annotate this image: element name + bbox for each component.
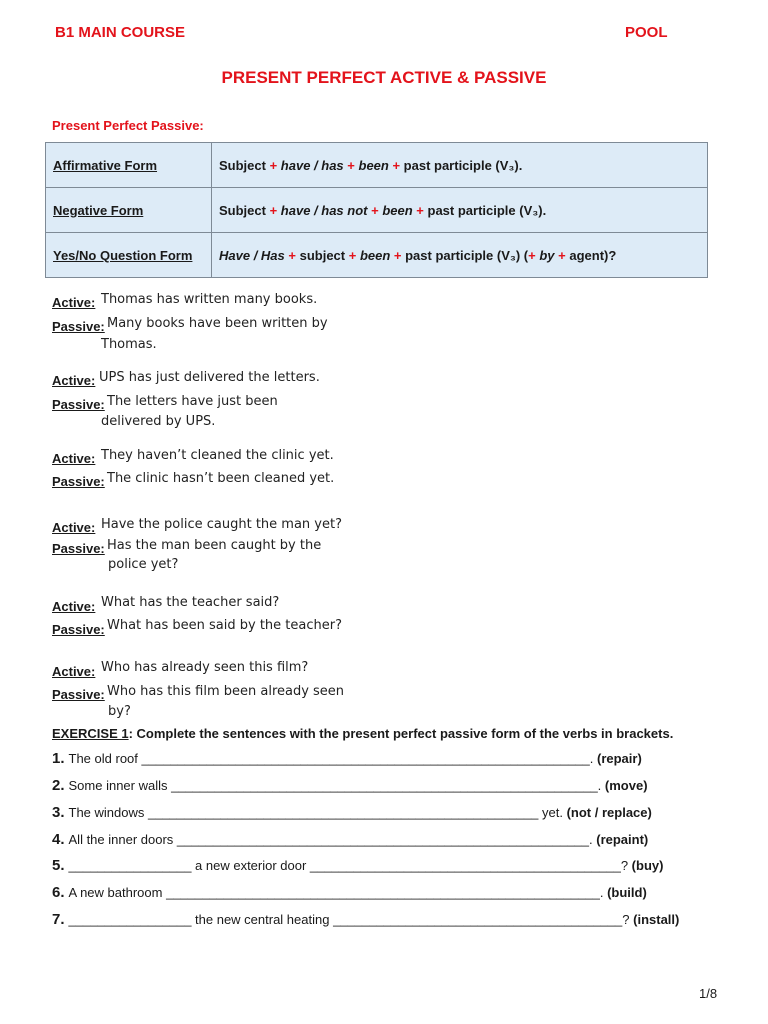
active-label: Active: bbox=[52, 599, 96, 614]
passive-label: Passive: bbox=[52, 397, 105, 412]
passive-label: Passive: bbox=[52, 541, 105, 556]
item-text: _________________ a new exterior door ___________________________________________? bbox=[68, 858, 629, 873]
page-number: 1/8 bbox=[699, 986, 718, 1001]
item-hint: (build) bbox=[603, 885, 647, 900]
item-text: A new bathroom ____________________________________________________________. bbox=[68, 885, 604, 900]
item-hint: (not / replace) bbox=[562, 805, 652, 820]
item-number: 2. bbox=[52, 777, 65, 794]
course-label: B1 MAIN COURSE bbox=[55, 24, 186, 41]
formula-part: past participle (V₃). bbox=[427, 202, 547, 218]
formula-operator: + bbox=[269, 157, 281, 173]
passive-sentence-cont: delivered by UPS. bbox=[101, 414, 216, 429]
active-sentence: Have the police caught the man yet? bbox=[101, 517, 342, 532]
item-text: Some inner walls ___________________________________________________________. bbox=[68, 778, 602, 793]
form-formula bbox=[212, 233, 708, 278]
formula-operator: + bbox=[269, 202, 281, 218]
passive-sentence: Many books have been written by bbox=[107, 316, 328, 331]
table-row bbox=[46, 143, 708, 188]
form-label: Negative Form bbox=[46, 188, 212, 233]
item-text: All the inner doors _________________________________________________________. bbox=[68, 832, 593, 847]
pool-label: POOL bbox=[625, 24, 668, 41]
item-text: _________________ the new central heating ________________________________________? bbox=[68, 912, 630, 927]
active-label: Active: bbox=[52, 295, 96, 310]
active-label: Active: bbox=[52, 520, 96, 535]
item-hint: (repair) bbox=[593, 751, 642, 766]
formula-part: past participle (V₃). bbox=[403, 157, 523, 173]
exercise-item bbox=[52, 750, 642, 767]
passive-sentence: What has been said by the teacher? bbox=[107, 618, 342, 633]
passive-sentence: Has the man been caught by the bbox=[107, 538, 322, 553]
formula-part: been bbox=[358, 157, 389, 173]
formula-operator: + bbox=[388, 157, 404, 173]
item-hint: (buy) bbox=[628, 858, 664, 873]
exercise-item bbox=[52, 831, 648, 848]
item-number: 1. bbox=[52, 750, 65, 767]
passive-sentence-cont: police yet? bbox=[108, 557, 179, 572]
table-row bbox=[46, 233, 708, 278]
item-number: 7. bbox=[52, 911, 65, 928]
formula-operator: + bbox=[284, 247, 300, 263]
item-number: 5. bbox=[52, 857, 65, 874]
passive-sentence: Who has this film been already seen bbox=[107, 684, 345, 699]
forms-table bbox=[45, 142, 708, 278]
formula-part: past participle (V₃) ( bbox=[405, 247, 529, 263]
item-hint: (install) bbox=[629, 912, 680, 927]
formula-operator: + bbox=[412, 202, 428, 218]
exercise-instruction: : Complete the sentences with the present perfect passive form of the verbs in brackets. bbox=[128, 726, 674, 741]
exercise-item bbox=[52, 777, 648, 794]
active-label: Active: bbox=[52, 664, 96, 679]
formula-part: been bbox=[359, 247, 391, 263]
formula-part: Have / Has bbox=[219, 247, 285, 263]
exercise-item bbox=[52, 911, 679, 928]
passive-sentence: The letters have just been bbox=[107, 394, 278, 409]
active-sentence: They haven’t cleaned the clinic yet. bbox=[101, 448, 334, 463]
item-number: 6. bbox=[52, 884, 65, 901]
active-sentence: What has the teacher said? bbox=[101, 595, 280, 610]
item-text: The old roof ______________________________________________________________. bbox=[68, 751, 594, 766]
active-sentence: Thomas has written many books. bbox=[101, 292, 318, 307]
passive-sentence: The clinic hasn’t been cleaned yet. bbox=[107, 471, 335, 486]
exercise-label: EXERCISE 1 bbox=[52, 726, 129, 741]
passive-label: Passive: bbox=[52, 319, 105, 334]
section-subtitle: Present Perfect Passive: bbox=[52, 118, 204, 133]
formula-operator: + bbox=[554, 247, 570, 263]
passive-label: Passive: bbox=[52, 687, 105, 702]
formula-operator: + bbox=[528, 247, 540, 263]
formula-part: subject bbox=[299, 247, 349, 263]
formula-operator: + bbox=[367, 202, 383, 218]
active-sentence: Who has already seen this film? bbox=[101, 660, 309, 675]
formula-operator: + bbox=[343, 157, 359, 173]
formula-operator: + bbox=[390, 247, 406, 263]
passive-label: Passive: bbox=[52, 474, 105, 489]
exercise-item bbox=[52, 804, 652, 821]
form-formula bbox=[212, 188, 708, 233]
active-label: Active: bbox=[52, 373, 96, 388]
passive-sentence-cont: by? bbox=[108, 704, 131, 719]
active-sentence: UPS has just delivered the letters. bbox=[99, 370, 320, 385]
active-label: Active: bbox=[52, 451, 96, 466]
item-hint: (repaint) bbox=[592, 832, 649, 847]
page-title: PRESENT PERFECT ACTIVE & PASSIVE bbox=[221, 68, 547, 87]
form-formula bbox=[212, 143, 708, 188]
item-text: The windows ______________________________________________________ yet. bbox=[68, 805, 563, 820]
item-number: 3. bbox=[52, 804, 65, 821]
exercise-item bbox=[52, 857, 663, 874]
formula-part: Subject bbox=[219, 202, 270, 218]
formula-part: been bbox=[382, 202, 413, 218]
formula-part: agent)? bbox=[569, 247, 617, 263]
item-number: 4. bbox=[52, 831, 65, 848]
table-row bbox=[46, 188, 708, 233]
form-label: Yes/No Question Form bbox=[46, 233, 212, 278]
formula-part: have / has not bbox=[280, 202, 368, 218]
passive-label: Passive: bbox=[52, 622, 105, 637]
exercise-heading bbox=[52, 726, 673, 741]
formula-part: Subject bbox=[219, 157, 270, 173]
passive-sentence-cont: Thomas. bbox=[101, 337, 157, 352]
item-hint: (move) bbox=[601, 778, 648, 793]
form-label: Affirmative Form bbox=[46, 143, 212, 188]
formula-part: by bbox=[539, 247, 555, 263]
formula-operator: + bbox=[348, 247, 360, 263]
exercise-item bbox=[52, 884, 647, 901]
formula-part: have / has bbox=[280, 157, 344, 173]
